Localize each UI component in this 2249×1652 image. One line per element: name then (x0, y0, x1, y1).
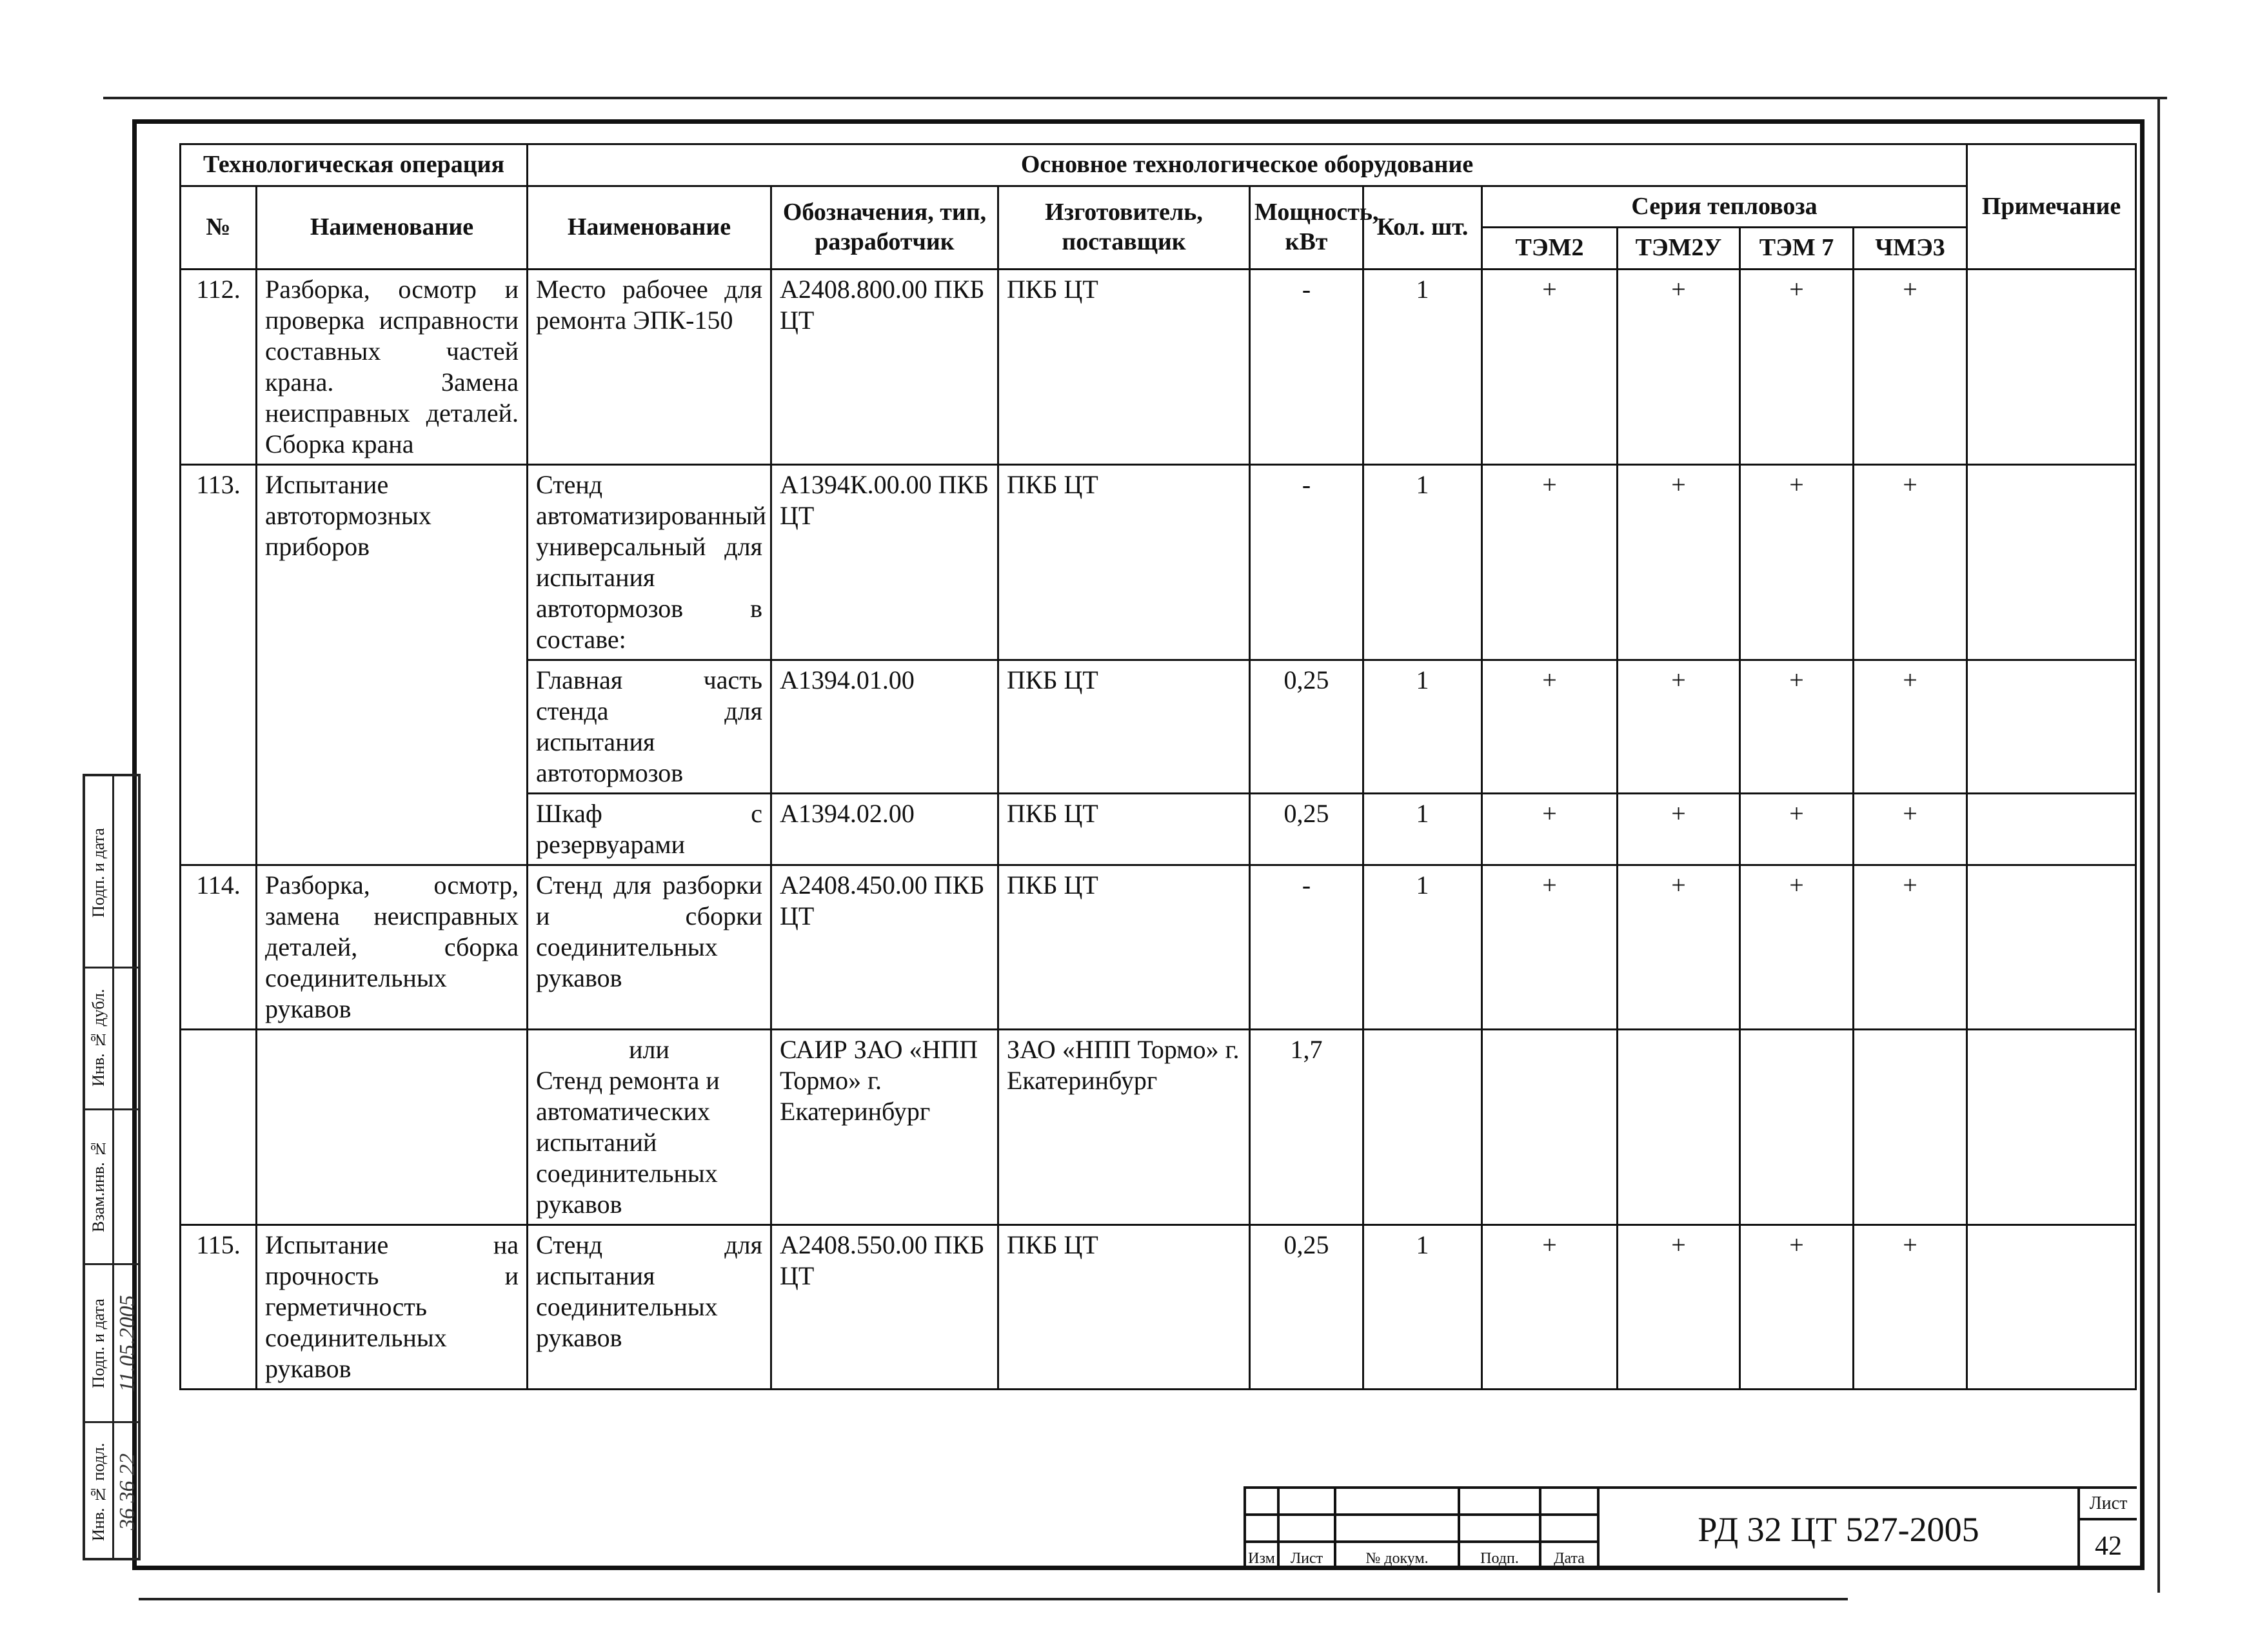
sheet-label: Лист (2080, 1489, 2137, 1520)
quantity: 1 (1363, 1224, 1482, 1389)
note-cell (1967, 269, 2136, 464)
note-cell (1967, 1224, 2136, 1389)
series-tem2u-mark (1618, 1029, 1740, 1224)
series-tem7-mark: + (1740, 464, 1854, 660)
table-row (181, 1224, 2136, 1389)
rev-col-doc-no: № докум. (1335, 1542, 1459, 1569)
side-separator (85, 967, 138, 969)
handwritten-inv-number: 36 36 22 (115, 1453, 139, 1531)
series-tem2-mark: + (1482, 793, 1618, 865)
power: - (1250, 269, 1363, 464)
series-tem7-mark: + (1740, 865, 1854, 1029)
note-cell (1967, 1029, 2136, 1224)
power: - (1250, 865, 1363, 1029)
side-label-inv-podl: Инв. № подл. (89, 1442, 108, 1542)
series-tem7-mark: + (1740, 1224, 1854, 1389)
series-tem2-mark (1482, 1029, 1618, 1224)
header-power: Мощность, кВт (1250, 186, 1363, 269)
table-row (181, 865, 2136, 1029)
side-separator (85, 1108, 138, 1110)
header-eq-name: Наименование (528, 186, 771, 269)
series-chme3-mark: + (1854, 1224, 1967, 1389)
maker: ЗАО «НПП Тормо» г. Екатеринбург (998, 1029, 1250, 1224)
maker: ПКБ ЦТ (998, 464, 1250, 660)
designation: А1394.02.00 (771, 793, 998, 865)
side-stamp (83, 774, 141, 1560)
maker: ПКБ ЦТ (998, 269, 1250, 464)
side-label-sign-date-2: Подп. и дата (89, 828, 108, 918)
handwritten-date: 11.05.2005 (115, 1295, 139, 1393)
designation: А2408.800.00 ПКБ ЦТ (771, 269, 998, 464)
equipment-name: Стенд для разборки и сборки соединительных рукавов (528, 865, 771, 1029)
operation-name: Испытание на прочность и герметичность соединительных рукавов (257, 1224, 528, 1389)
series-tem2-mark: + (1482, 1224, 1618, 1389)
designation: САИР ЗАО «НПП Тормо» г. Екатеринбург (771, 1029, 998, 1224)
header-designation: Обозначения, тип, разработчик (771, 186, 998, 269)
series-chme3-mark: + (1854, 464, 1967, 660)
header-op-name: Наименование (257, 186, 528, 269)
equipment-table (179, 143, 2137, 1390)
equipment-name: Стенд для испытания соединительных рукавов (528, 1224, 771, 1389)
note-cell (1967, 464, 2136, 660)
series-tem2-mark: + (1482, 464, 1618, 660)
rev-col-signature: Подп. (1459, 1542, 1540, 1569)
designation: А1394К.00.00 ПКБ ЦТ (771, 464, 998, 660)
series-tem2-mark: + (1482, 269, 1618, 464)
series-chme3-mark: + (1854, 793, 1967, 865)
note-cell (1967, 793, 2136, 865)
equipment-name: Главная часть стенда для испытания автотормозов (528, 660, 771, 793)
series-tem7-mark: + (1740, 793, 1854, 865)
power: 0,25 (1250, 1224, 1363, 1389)
side-label-sign-date-1: Подп. и дата (89, 1299, 108, 1389)
maker: ПКБ ЦТ (998, 793, 1250, 865)
operation-name: Разборка, осмотр и проверка исправности составных частей крана. Замена неисправных деталей. Сборка крана (257, 269, 528, 464)
series-chme3-mark (1854, 1029, 1967, 1224)
maker: ПКБ ЦТ (998, 865, 1250, 1029)
header-note: Примечание (1967, 144, 2136, 270)
header-series-tem7: ТЭМ 7 (1740, 228, 1854, 270)
quantity: 1 (1363, 269, 1482, 464)
header-op-group: Технологическая операция (181, 144, 528, 186)
header-series-tem2: ТЭМ2 (1482, 228, 1618, 270)
title-block (1243, 1486, 2146, 1570)
frame-line-bottom (139, 1598, 1848, 1600)
equipment-name (528, 1029, 771, 1224)
series-tem7-mark: + (1740, 269, 1854, 464)
equipment-name: Место рабочее для ремонта ЭПК-150 (528, 269, 771, 464)
header-eq-group: Основное технологическое оборудование (528, 144, 1967, 186)
sheet-number: 42 (2095, 1531, 2122, 1561)
series-chme3-mark: + (1854, 660, 1967, 793)
header-series-tem2u: ТЭМ2У (1618, 228, 1740, 270)
series-chme3-mark: + (1854, 269, 1967, 464)
revision-grid (1243, 1486, 1600, 1570)
equipment-name: Шкаф с резервуарами (528, 793, 771, 865)
note-cell (1967, 660, 2136, 793)
equipment-name-alt: Стенд ремонта и автоматических испытаний соединительных рукавов (536, 1065, 720, 1219)
operation-name (257, 1029, 528, 1224)
operation-name: Испытание автотормозных приборов (257, 464, 528, 865)
header-series-group: Серия тепловоза (1482, 186, 1967, 228)
series-tem2u-mark: + (1618, 660, 1740, 793)
series-tem2u-mark: + (1618, 1224, 1740, 1389)
designation: А2408.450.00 ПКБ ЦТ (771, 865, 998, 1029)
quantity: 1 (1363, 865, 1482, 1029)
note-cell (1967, 865, 2136, 1029)
series-tem2-mark: + (1482, 660, 1618, 793)
series-tem2u-mark: + (1618, 865, 1740, 1029)
row-number: 114. (181, 865, 257, 1029)
frame-line-right (2157, 97, 2160, 1593)
series-tem2u-mark: + (1618, 793, 1740, 865)
side-separator (85, 1421, 138, 1423)
series-tem7-mark (1740, 1029, 1854, 1224)
operation-name: Разборка, осмотр, замена неисправных деталей, сборка соединительных рукавов (257, 865, 528, 1029)
side-label-replacement-inv: Взам.инв. № (89, 1139, 108, 1233)
sheet-box (2077, 1486, 2137, 1570)
equipment-name: Стенд автоматизированный универсальный для испытания автотормозов в составе: (528, 464, 771, 660)
quantity (1363, 1029, 1482, 1224)
series-tem2u-mark: + (1618, 269, 1740, 464)
designation: А1394.01.00 (771, 660, 998, 793)
power: 0,25 (1250, 660, 1363, 793)
document-code: РД 32 ЦТ 527-2005 (1597, 1486, 2077, 1570)
row-number: 115. (181, 1224, 257, 1389)
header-maker: Изготовитель, поставщик (998, 186, 1250, 269)
quantity: 1 (1363, 660, 1482, 793)
row-number (181, 1029, 257, 1224)
table-row (181, 1029, 2136, 1224)
series-tem7-mark: + (1740, 660, 1854, 793)
quantity: 1 (1363, 793, 1482, 865)
quantity: 1 (1363, 464, 1482, 660)
row-number: 113. (181, 464, 257, 865)
series-tem2u-mark: + (1618, 464, 1740, 660)
designation: А2408.550.00 ПКБ ЦТ (771, 1224, 998, 1389)
rev-col-date: Дата (1540, 1542, 1598, 1569)
side-separator (85, 1263, 138, 1265)
power: 1,7 (1250, 1029, 1363, 1224)
maker: ПКБ ЦТ (998, 1224, 1250, 1389)
power: 0,25 (1250, 793, 1363, 865)
table-row (181, 464, 2136, 660)
header-qty: Кол. шт. (1363, 186, 1482, 269)
rev-col-sheet: Лист (1278, 1542, 1335, 1569)
table-row (181, 269, 2136, 464)
maker: ПКБ ЦТ (998, 660, 1250, 793)
header-series-chme3: ЧМЭ3 (1854, 228, 1967, 270)
rev-col-change: Изм (1245, 1542, 1278, 1569)
series-chme3-mark: + (1854, 865, 1967, 1029)
power: - (1250, 464, 1363, 660)
alternative-word: или (629, 1034, 669, 1064)
side-label-dup-inv: Инв. № дубл. (89, 988, 108, 1087)
frame-line-top (103, 97, 2167, 99)
header-no: № (181, 186, 257, 269)
series-tem2-mark: + (1482, 865, 1618, 1029)
row-number: 112. (181, 269, 257, 464)
